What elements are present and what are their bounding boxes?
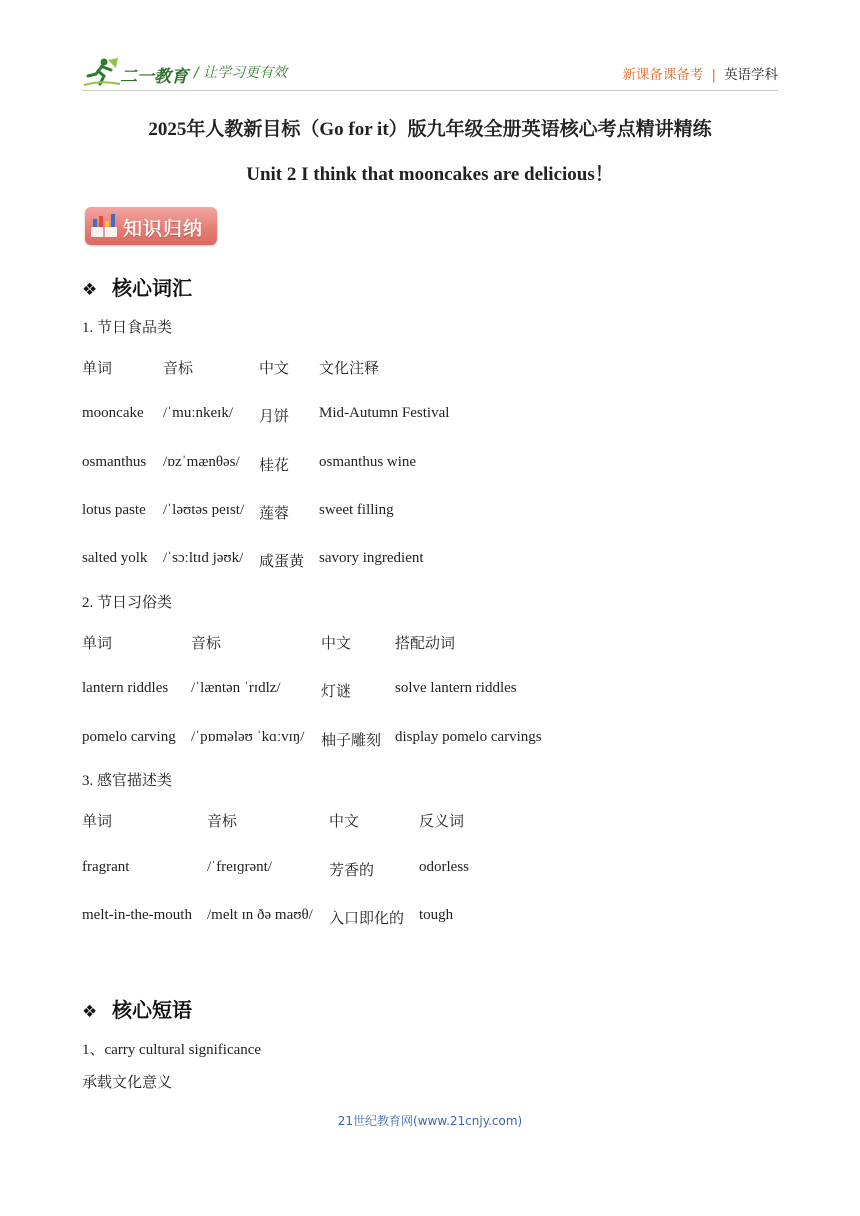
phonetic-cell: /ˈmuːnkeɪk/ <box>163 405 233 421</box>
group-heading: 2. 节日习俗类 <box>82 595 173 611</box>
section-heading-vocab <box>82 272 192 301</box>
group-heading: 3. 感官描述类 <box>82 773 173 789</box>
phrase-chinese: 承载文化意义 <box>82 1075 173 1091</box>
column-header: 音标 <box>207 814 238 830</box>
tag-separator: | <box>711 67 716 83</box>
phonetic-cell: /melt ɪn ðə maʊθ/ <box>207 907 313 923</box>
word-cell: osmanthus <box>82 454 147 470</box>
antonym-cell: tough <box>419 907 454 923</box>
column-header: 单词 <box>82 636 113 652</box>
badge-label: 知识归纳 <box>123 218 204 240</box>
antonym-cell: odorless <box>419 859 469 875</box>
phonetic-cell: /ˈfreɪɡrənt/ <box>207 859 272 875</box>
phonetic-cell: /ˈsɔːltɪd jəʊk/ <box>163 550 244 566</box>
document-title: 2025年人教新目标（Go for it）版九年级全册英语核心考点精讲精练 <box>148 119 712 140</box>
knowledge-summary-badge <box>85 207 217 245</box>
chinese-cell: 咸蛋黄 <box>259 554 305 570</box>
phonetic-cell: /ˈləʊtəs peɪst/ <box>163 502 245 518</box>
column-header: 单词 <box>82 361 113 377</box>
word-cell: salted yolk <box>82 550 148 566</box>
note-cell: savory ingredient <box>319 550 424 566</box>
logo <box>82 56 194 88</box>
column-header: 中文 <box>321 636 352 652</box>
word-cell: pomelo carving <box>82 729 176 745</box>
section-heading-phrases <box>82 994 192 1023</box>
diamond-bullet-icon: ❖ <box>82 1002 98 1022</box>
word-cell: lotus paste <box>82 502 146 518</box>
section-title: 核心词汇 <box>112 276 192 300</box>
logo-text: 二一教育 <box>120 67 188 87</box>
word-cell: melt-in-the-mouth <box>82 907 192 923</box>
column-header: 文化注释 <box>319 361 380 377</box>
note-cell: osmanthus wine <box>319 454 417 470</box>
chinese-cell: 柚子雕刻 <box>321 733 382 749</box>
note-cell: sweet filling <box>319 502 394 518</box>
word-cell: mooncake <box>82 405 144 421</box>
phonetic-cell: /ˈpɒmələʊ ˈkɑːvɪŋ/ <box>191 729 305 745</box>
page-footer: 21世纪教育网(www.21cnjy.com) <box>337 1114 523 1128</box>
diamond-bullet-icon: ❖ <box>82 280 98 300</box>
runner-logo-icon <box>82 56 122 88</box>
chinese-cell: 灯谜 <box>321 684 352 700</box>
book-chart-icon <box>89 213 119 239</box>
column-header: 中文 <box>329 814 360 830</box>
group-heading: 1. 节日食品类 <box>82 320 173 336</box>
page-header <box>82 56 778 91</box>
column-header: 搭配动词 <box>395 636 456 652</box>
collocation-cell: solve lantern riddles <box>395 680 517 696</box>
note-cell: Mid-Autumn Festival <box>319 405 450 421</box>
column-header: 中文 <box>259 361 290 377</box>
slogan: / 让学习更有效 <box>194 65 288 81</box>
column-header: 音标 <box>191 636 222 652</box>
chinese-cell: 月饼 <box>259 409 290 425</box>
column-header: 单词 <box>82 814 113 830</box>
word-cell: fragrant <box>82 859 130 875</box>
column-header: 音标 <box>163 361 194 377</box>
unit-title: Unit 2 I think that mooncakes are delicious！ <box>246 164 614 185</box>
course-tag: 新课备课备考 <box>622 67 704 83</box>
chinese-cell: 芳香的 <box>329 863 375 879</box>
chinese-cell: 桂花 <box>259 458 290 474</box>
word-cell: lantern riddles <box>82 680 169 696</box>
column-header: 反义词 <box>419 814 465 830</box>
collocation-cell: display pomelo carvings <box>395 729 542 745</box>
chinese-cell: 入口即化的 <box>329 911 405 927</box>
phonetic-cell: /ɒzˈmænθəs/ <box>163 454 240 470</box>
phonetic-cell: /ˈlæntən ˈrɪdlz/ <box>191 680 281 696</box>
subject-tag: 英语学科 <box>724 67 778 83</box>
chinese-cell: 莲蓉 <box>259 506 290 522</box>
header-tags <box>622 63 778 83</box>
section-title: 核心短语 <box>112 998 192 1022</box>
phrase-english: 1、carry cultural significance <box>82 1042 262 1058</box>
